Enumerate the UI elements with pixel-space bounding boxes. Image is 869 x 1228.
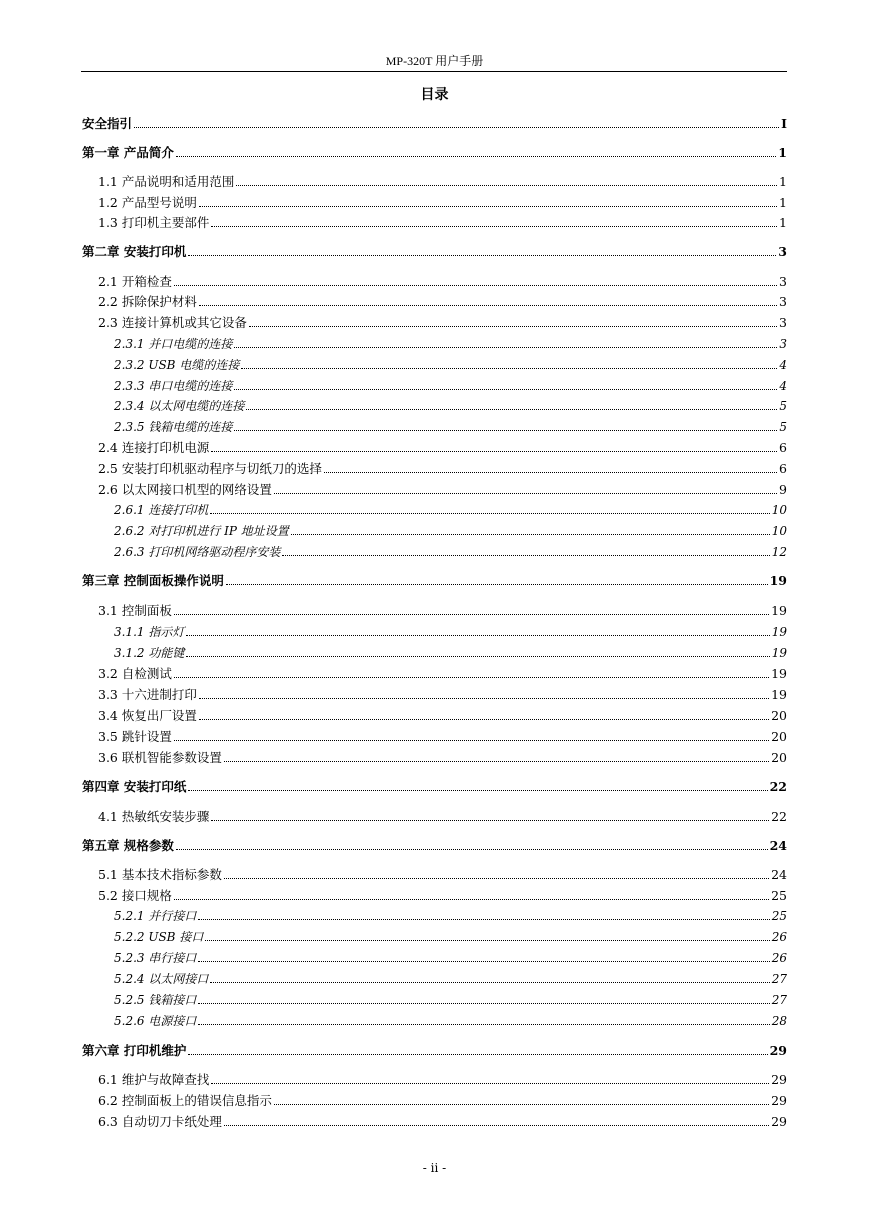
- toc-dot-leader: [224, 761, 769, 762]
- toc-entry-title: 5.1 基本技术指标参数: [98, 867, 222, 882]
- toc-entry[interactable]: [98, 1093, 787, 1109]
- toc-entry-title: 2.3.4 以太网电缆的连接: [114, 399, 245, 413]
- toc-dot-leader: [226, 584, 768, 585]
- toc-entry-title: 第二章 安装打印机: [82, 244, 187, 259]
- toc-entry-page: 27: [771, 972, 787, 986]
- toc-entry-page: 29: [771, 1114, 787, 1129]
- toc-entry-page: 19: [769, 573, 787, 588]
- toc-entry-page: 4: [779, 379, 787, 393]
- toc-entry-page: 27: [771, 993, 787, 1007]
- toc-dot-leader: [199, 719, 769, 720]
- toc-entry-page: 3: [779, 294, 787, 309]
- toc-entry-page: 25: [771, 888, 787, 903]
- toc-entry[interactable]: [98, 809, 787, 825]
- toc-entry-title: 2.3.1 并口电缆的连接: [114, 337, 233, 351]
- toc-entry-title: 2.4 连接打印机电源: [98, 440, 210, 455]
- toc-entry-page: 25: [771, 909, 787, 923]
- toc-entry-page: 19: [771, 603, 787, 618]
- toc-dot-leader: [224, 878, 769, 879]
- toc-entry-title: 3.1 控制面板: [98, 603, 172, 618]
- toc-entry-page: I: [781, 116, 787, 131]
- toc-entry-title: 6.3 自动切刀卡纸处理: [98, 1114, 222, 1129]
- toc-entry[interactable]: [98, 461, 787, 477]
- toc-entry[interactable]: [98, 1072, 787, 1088]
- toc-entry[interactable]: [82, 244, 787, 260]
- toc-dot-leader: [211, 820, 769, 821]
- toc-dot-leader: [282, 555, 769, 556]
- toc-entry[interactable]: [114, 502, 787, 518]
- toc-dot-leader: [134, 127, 779, 128]
- toc-entry-page: 3: [779, 337, 787, 351]
- toc-entry-title: 2.3.5 钱箱电缆的连接: [114, 420, 233, 434]
- toc-dot-leader: [198, 1003, 769, 1004]
- toc-entry-title: 安全指引: [82, 116, 133, 131]
- toc-entry-title: 第四章 安装打印纸: [82, 779, 187, 794]
- toc-dot-leader: [205, 940, 769, 941]
- toc-entry[interactable]: [98, 482, 787, 498]
- toc-entry[interactable]: [114, 378, 787, 394]
- toc-entry[interactable]: [114, 523, 787, 539]
- toc-entry-title: 5.2 接口规格: [98, 888, 172, 903]
- toc-entry[interactable]: [114, 950, 787, 966]
- toc-entry[interactable]: [98, 687, 787, 703]
- toc-dot-leader: [199, 206, 777, 207]
- toc-entry-title: 2.3 连接计算机或其它设备: [98, 315, 247, 330]
- page-header-title: MP-320T 用户手册: [385, 54, 484, 68]
- toc-entry[interactable]: [98, 440, 787, 456]
- toc-entry-page: 3: [779, 315, 787, 330]
- toc-entry[interactable]: [82, 838, 787, 854]
- toc-entry-page: 3: [779, 274, 787, 289]
- toc-entry-title: 2.2 拆除保护材料: [98, 294, 197, 309]
- toc-entry-title: 2.6.2 对打印机进行 IP 地址设置: [114, 524, 289, 538]
- toc-entry[interactable]: [98, 888, 787, 904]
- toc-entry-page: 20: [771, 750, 787, 765]
- toc-entry-title: 3.2 自检测试: [98, 666, 172, 681]
- toc-entry-page: 29: [771, 1072, 787, 1087]
- toc-dot-leader: [246, 409, 777, 410]
- toc-entry[interactable]: [82, 116, 787, 132]
- toc-entry-page: 9: [779, 482, 787, 497]
- toc-dot-leader: [211, 451, 777, 452]
- toc-entry[interactable]: [114, 336, 787, 352]
- toc-entry-page: 10: [771, 503, 787, 517]
- toc-entry[interactable]: [114, 1013, 787, 1029]
- toc-entry[interactable]: [114, 908, 787, 924]
- toc-entry-title: 6.1 维护与故障查找: [98, 1072, 210, 1087]
- toc-entry[interactable]: [98, 174, 787, 190]
- toc-entry-page: 5: [779, 420, 787, 434]
- toc-entry-title: 6.2 控制面板上的错误信息指示: [98, 1093, 272, 1108]
- toc-dot-leader: [174, 899, 769, 900]
- toc-entry-title: 1.3 打印机主要部件: [98, 215, 210, 230]
- toc-entry[interactable]: [98, 315, 787, 331]
- toc-entry-title: 2.3.3 串口电缆的连接: [114, 379, 233, 393]
- toc-entry-page: 4: [779, 358, 787, 372]
- toc-entry-title: 3.3 十六进制打印: [98, 687, 197, 702]
- toc-entry-title: 2.6 以太网接口机型的网络设置: [98, 482, 272, 497]
- toc-dot-leader: [224, 1125, 769, 1126]
- toc-entry-page: 28: [771, 1014, 787, 1028]
- toc-entry[interactable]: [98, 708, 787, 724]
- toc-entry-title: 第三章 控制面板操作说明: [82, 573, 224, 588]
- toc-dot-leader: [188, 790, 767, 791]
- toc-entry-title: 第一章 产品简介: [82, 145, 174, 160]
- toc-entry[interactable]: [98, 603, 787, 619]
- toc-entry[interactable]: [114, 645, 787, 661]
- toc-entry[interactable]: [98, 294, 787, 310]
- toc-entry-title: 2.1 开箱检查: [98, 274, 172, 289]
- toc-dot-leader: [210, 513, 769, 514]
- toc-dot-leader: [274, 493, 777, 494]
- toc-dot-leader: [324, 472, 777, 473]
- page-number-footer: - ii -: [422, 1161, 447, 1175]
- toc-entry-title: 3.1.1 指示灯: [114, 625, 185, 639]
- toc-entry-page: 10: [771, 524, 787, 538]
- toc-entry-page: 29: [771, 1093, 787, 1108]
- toc-entry-page: 3: [778, 244, 787, 259]
- toc-dot-leader: [234, 389, 777, 390]
- toc-entry-title: 2.3.2 USB 电缆的连接: [114, 358, 240, 372]
- toc-entry-page: 20: [771, 708, 787, 723]
- toc-entry-page: 22: [771, 809, 787, 824]
- toc-entry-title: 3.4 恢复出厂设置: [98, 708, 197, 723]
- toc-entry-page: 6: [779, 461, 787, 476]
- toc-entry-title: 2.5 安装打印机驱动程序与切纸刀的选择: [98, 461, 322, 476]
- toc-title: 目录: [420, 87, 449, 103]
- toc-dot-leader: [198, 1024, 769, 1025]
- toc-entry-title: 5.2.2 USB 接口: [114, 930, 204, 944]
- toc-entry-title: 3.1.2 功能键: [114, 646, 185, 660]
- toc-entry-page: 1: [779, 195, 787, 210]
- toc-dot-leader: [199, 698, 769, 699]
- toc-entry[interactable]: [114, 971, 787, 987]
- toc-entry[interactable]: [114, 398, 787, 414]
- toc-entry[interactable]: [98, 666, 787, 682]
- toc-entry-title: 5.2.4 以太网接口: [114, 972, 209, 986]
- toc-dot-leader: [174, 740, 769, 741]
- toc-entry-page: 24: [769, 838, 787, 853]
- toc-dot-leader: [210, 982, 769, 983]
- toc-dot-leader: [174, 614, 769, 615]
- toc-entry[interactable]: [82, 573, 787, 589]
- toc-entry-title: 1.2 产品型号说明: [98, 195, 197, 210]
- toc-entry-page: 1: [779, 174, 787, 189]
- toc-entry-title: 第六章 打印机维护: [82, 1043, 187, 1058]
- toc-entry-title: 3.5 跳针设置: [98, 729, 172, 744]
- toc-entry[interactable]: [114, 992, 787, 1008]
- toc-entry-page: 29: [769, 1043, 787, 1058]
- toc-entry-title: 1.1 产品说明和适用范围: [98, 174, 235, 189]
- toc-dot-leader: [198, 919, 769, 920]
- toc-entry-title: 5.2.5 钱箱接口: [114, 993, 197, 1007]
- toc-entry-page: 19: [771, 666, 787, 681]
- toc-entry-page: 20: [771, 729, 787, 744]
- toc-dot-leader: [176, 849, 768, 850]
- toc-entry[interactable]: [114, 544, 787, 560]
- toc-entry[interactable]: [98, 1114, 787, 1130]
- toc-entry[interactable]: [82, 1043, 787, 1059]
- toc-entry-page: 26: [771, 930, 787, 944]
- toc-dot-leader: [174, 285, 777, 286]
- toc-dot-leader: [274, 1104, 769, 1105]
- toc-dot-leader: [199, 305, 777, 306]
- toc-entry-page: 19: [771, 625, 787, 639]
- toc-dot-leader: [174, 677, 769, 678]
- toc-entry-title: 5.2.1 并行接口: [114, 909, 197, 923]
- toc-dot-leader: [291, 534, 770, 535]
- toc-dot-leader: [186, 635, 769, 636]
- toc-entry-title: 5.2.6 电源接口: [114, 1014, 197, 1028]
- toc-dot-leader: [188, 255, 776, 256]
- toc-entry-page: 19: [771, 646, 787, 660]
- toc-entry-page: 12: [771, 545, 787, 559]
- toc-entry-title: 5.2.3 串行接口: [114, 951, 197, 965]
- toc-entry-title: 第五章 规格参数: [82, 838, 174, 853]
- toc-dot-leader: [188, 1054, 767, 1055]
- toc-entry-page: 6: [779, 440, 787, 455]
- toc-dot-leader: [236, 185, 777, 186]
- toc-entry-page: 1: [779, 215, 787, 230]
- toc-entry[interactable]: [82, 779, 787, 795]
- toc-entry-page: 22: [769, 779, 787, 794]
- toc-entry[interactable]: [98, 215, 787, 231]
- toc-entry-title: 3.6 联机智能参数设置: [98, 750, 222, 765]
- toc-entry[interactable]: [114, 929, 787, 945]
- toc-dot-leader: [176, 156, 776, 157]
- toc-entry[interactable]: [82, 145, 787, 161]
- toc-entry-page: 1: [778, 145, 787, 160]
- toc-entry[interactable]: [98, 750, 787, 766]
- toc-dot-leader: [249, 326, 777, 327]
- toc-entry-page: 5: [779, 399, 787, 413]
- toc-entry-page: 19: [771, 687, 787, 702]
- toc-entry[interactable]: [98, 867, 787, 883]
- toc-entry[interactable]: [98, 195, 787, 211]
- toc-dot-leader: [211, 1083, 769, 1084]
- toc-dot-leader: [241, 368, 777, 369]
- toc-entry[interactable]: [114, 624, 787, 640]
- toc-entry-title: 4.1 热敏纸安装步骤: [98, 809, 210, 824]
- toc-entry-title: 2.6.1 连接打印机: [114, 503, 209, 517]
- toc-dot-leader: [211, 226, 777, 227]
- toc-dot-leader: [186, 656, 769, 657]
- toc-entry[interactable]: [114, 357, 787, 373]
- toc-entry-page: 26: [771, 951, 787, 965]
- toc-dot-leader: [234, 347, 777, 348]
- toc-dot-leader: [198, 961, 769, 962]
- toc-dot-leader: [234, 430, 777, 431]
- toc-entry[interactable]: [98, 274, 787, 290]
- toc-entry[interactable]: [98, 729, 787, 745]
- toc-entry[interactable]: [114, 419, 787, 435]
- toc-entry-page: 24: [771, 867, 787, 882]
- toc-entry-title: 2.6.3 打印机网络驱动程序安装: [114, 545, 281, 559]
